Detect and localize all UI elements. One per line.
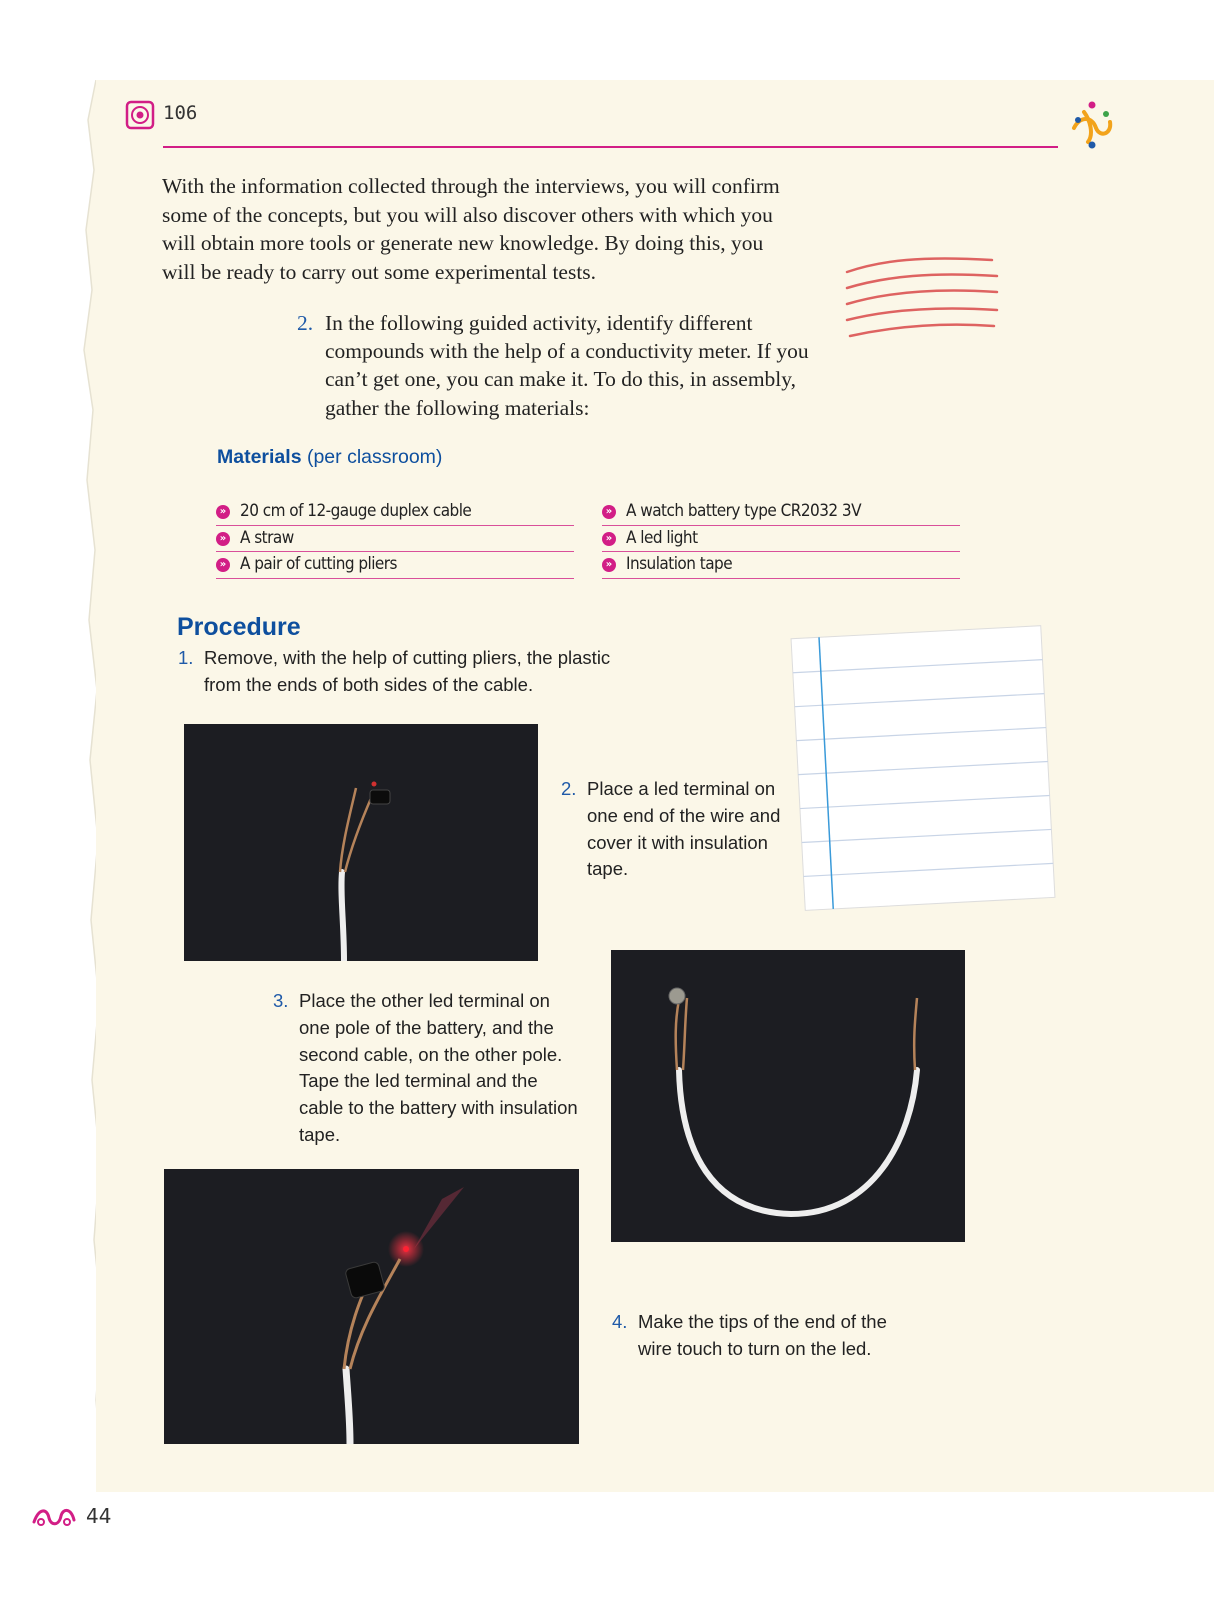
- step-text: Place the other led terminal on one pole of the battery, and the second cable, on the other pole. Tape the led terminal and the cable to the battery with insulation tape.: [299, 990, 578, 1145]
- footer-page-number: 44: [86, 1504, 112, 1528]
- procedure-step-3: [273, 988, 579, 1149]
- chevron-bullet-icon: »: [216, 505, 230, 519]
- activity-text: In the following guided activity, identify different compounds with the help of a conductivity meter. If you can’t get one, you can make it. To do this, in assembly, gather the following materials:: [325, 311, 809, 420]
- procedure-step-2: [561, 776, 787, 883]
- photo-u-shaped-cable-with-battery: [611, 950, 965, 1242]
- chevron-bullet-icon: »: [216, 558, 230, 572]
- step-number: 4.: [612, 1311, 628, 1332]
- list-item: » 20 cm of 12-gauge duplex cable: [216, 499, 574, 526]
- photo-lit-led-on-battery: [164, 1169, 579, 1444]
- step-text: Remove, with the help of cutting pliers, the plastic from the ends of both sides of the cable.: [204, 647, 611, 695]
- chevron-bullet-icon: »: [216, 532, 230, 546]
- activity-number: 2.: [297, 311, 314, 335]
- list-item: » A straw: [216, 526, 574, 553]
- chevron-bullet-icon: »: [602, 505, 616, 519]
- step-number: 1.: [178, 647, 194, 668]
- materials-list-right: [602, 499, 960, 579]
- chevron-bullet-icon: »: [602, 558, 616, 572]
- procedure-step-1: [178, 645, 644, 699]
- materials-title: [217, 446, 442, 469]
- activity-instruction: [297, 309, 835, 422]
- list-item: » Insulation tape: [602, 552, 960, 579]
- postmark-wavy-lines: [842, 250, 1002, 345]
- materials-title-bold: Materials: [217, 446, 302, 468]
- procedure-step-4: [612, 1309, 918, 1363]
- spiral-stamp-icon: [125, 100, 155, 130]
- materials-list-left: [216, 499, 574, 579]
- lined-notepaper-graphic: [790, 618, 1058, 918]
- ornament-icon: [31, 1504, 77, 1530]
- materials-title-rest: (per classroom): [306, 446, 443, 468]
- chevron-bullet-icon: »: [602, 532, 616, 546]
- step-text: Place a led terminal on one end of the wire and cover it with insulation tape.: [587, 778, 781, 880]
- step-number: 2.: [561, 778, 577, 799]
- step-number: 3.: [273, 990, 289, 1011]
- list-item: » A led light: [602, 526, 960, 553]
- step-text: Make the tips of the end of the wire touch to turn on the led.: [638, 1311, 887, 1359]
- flower-logo-icon: [1066, 98, 1118, 150]
- procedure-title: Procedure: [177, 613, 301, 641]
- photo-stripped-cable-with-led: [184, 724, 538, 961]
- header-page-code: 106: [163, 102, 198, 124]
- list-item: » A pair of cutting pliers: [216, 552, 574, 579]
- intro-paragraph: With the information collected through the interviews, you will confirm some of the concepts, but you will also discover others with which you will obtain more tools or generate new knowledge. By doing this, you will be ready to carry out some experimental tests.: [162, 174, 780, 284]
- list-item: » A watch battery type CR2032 3V: [602, 499, 960, 526]
- header-rule: [163, 146, 1058, 148]
